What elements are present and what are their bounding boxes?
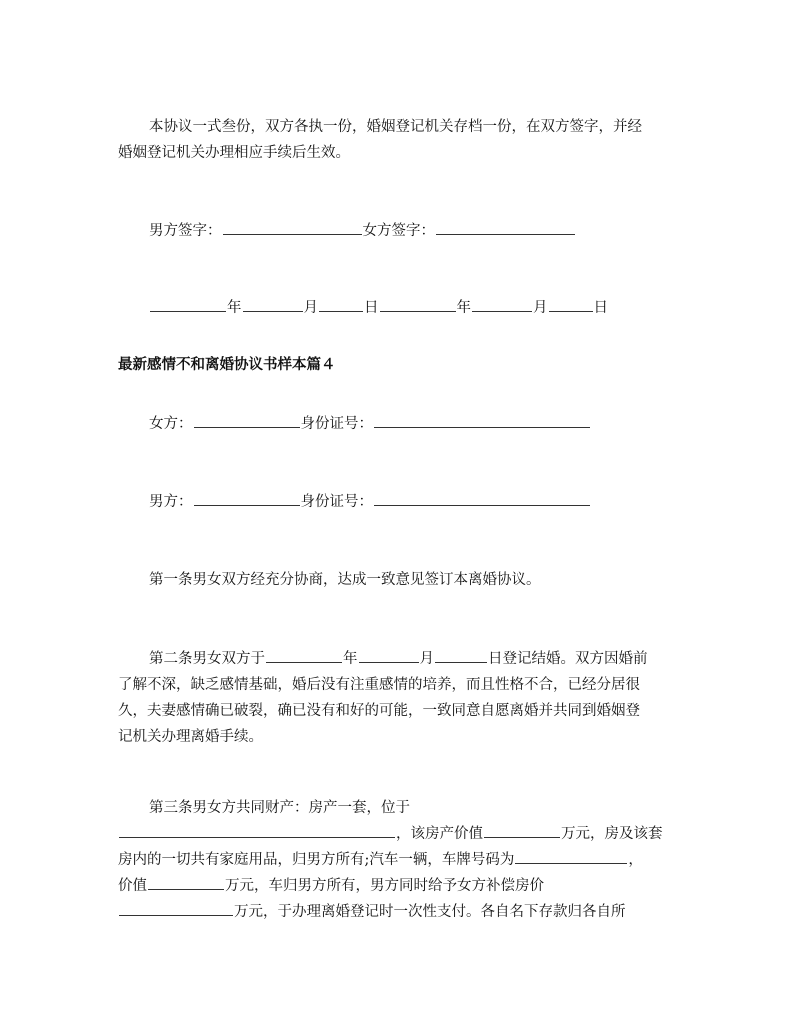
female-info-row xyxy=(118,411,658,437)
month-blank-2 xyxy=(472,297,532,312)
paragraph-copies xyxy=(118,114,658,166)
marriage-year-blank xyxy=(266,648,342,663)
plate-number-blank xyxy=(515,849,627,864)
article-2-line-3: 久，夫妻感情确已破裂，确已没有和好的可能，一致同意自愿离婚并共同到婚姻登 xyxy=(118,703,640,719)
article-3-line-2-mid: ，该房产价值 xyxy=(396,826,483,842)
article-3-line-5-end: 万元，于办理离婚登记时一次性支付。各自名下存款归各自所 xyxy=(234,904,626,920)
male-signature-label: 男方签字： xyxy=(149,223,222,239)
female-id-label: 身份证号： xyxy=(300,416,373,432)
article-2-line-4: 记机关办理离婚手续。 xyxy=(118,729,263,745)
day-blank-1 xyxy=(319,297,363,312)
month-label-2: 月 xyxy=(533,300,548,316)
year-label-1: 年 xyxy=(227,300,242,316)
day-label-2: 日 xyxy=(593,300,608,316)
article-2-year: 年 xyxy=(343,651,358,667)
property-value-blank xyxy=(484,823,560,838)
article-1-text: 第一条男女双方经充分协商，达成一致意见签订本离婚协议。 xyxy=(149,572,541,588)
article-2-month: 月 xyxy=(419,651,434,667)
article-2 xyxy=(118,646,658,750)
article-3 xyxy=(118,795,663,925)
year-blank-2 xyxy=(380,297,456,312)
marriage-day-blank xyxy=(435,648,487,663)
female-signature-label: 女方签字： xyxy=(362,223,435,239)
section-heading: 最新感情不和离婚协议书样本篇４ xyxy=(118,357,336,373)
property-address-blank xyxy=(119,823,395,838)
article-2-rest-1: 日登记结婚。双方因婚前 xyxy=(488,651,648,667)
male-signature-blank xyxy=(223,220,362,235)
car-value-blank xyxy=(148,875,224,890)
male-name-blank xyxy=(194,491,300,506)
compensation-blank xyxy=(119,901,233,916)
male-id-label: 身份证号： xyxy=(300,494,373,510)
month-blank-1 xyxy=(243,297,303,312)
male-info-row xyxy=(118,489,658,515)
female-id-blank xyxy=(374,413,590,428)
male-id-blank xyxy=(374,491,590,506)
article-3-line-2-end: 万元，房及该套 xyxy=(561,826,663,842)
month-label-1: 月 xyxy=(303,300,318,316)
day-blank-2 xyxy=(549,297,593,312)
copies-line-1: 本协议一式叁份，双方各执一份，婚姻登记机关存档一份，在双方签字，并经 xyxy=(149,119,642,135)
article-1 xyxy=(118,567,658,593)
female-signature-blank xyxy=(436,220,575,235)
signature-row xyxy=(118,218,658,244)
article-3-line-1: 第三条男女方共同财产：房产一套，位于 xyxy=(149,800,410,816)
article-2-prefix: 第二条男女双方于 xyxy=(149,651,265,667)
article-3-line-3-start: 房内的一切共有家庭用品，归男方所有;汽车一辆，车牌号码为 xyxy=(118,852,515,868)
year-blank-1 xyxy=(150,297,226,312)
year-label-2: 年 xyxy=(456,300,471,316)
article-3-line-4-start: 价值 xyxy=(118,878,147,894)
article-2-line-2: 了解不深，缺乏感情基础，婚后没有注重感情的培养，而且性格不合，已经分居很 xyxy=(118,677,640,693)
copies-line-2: 婚姻登记机关办理相应手续后生效。 xyxy=(118,145,350,161)
male-label: 男方： xyxy=(149,494,193,510)
marriage-month-blank xyxy=(359,648,419,663)
day-label-1: 日 xyxy=(364,300,379,316)
female-label: 女方： xyxy=(149,416,193,432)
article-3-line-3-end: ， xyxy=(628,852,643,868)
date-row xyxy=(118,295,658,321)
article-3-line-4-end: 万元，车归男方所有，男方同时给予女方补偿房价 xyxy=(225,878,544,894)
female-name-blank xyxy=(194,413,300,428)
